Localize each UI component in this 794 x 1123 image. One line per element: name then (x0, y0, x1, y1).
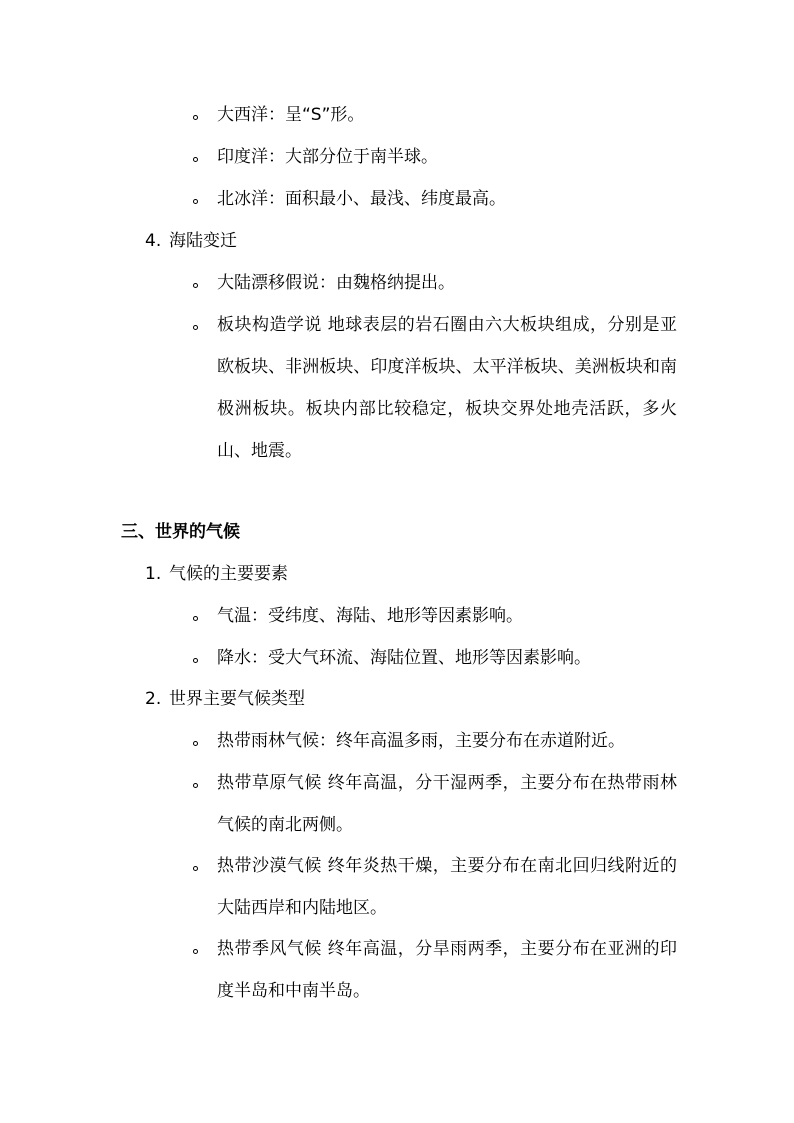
bullet-marker (193, 866, 198, 871)
list-item: 印度洋：大部分位于南半球。 (217, 147, 438, 167)
list-item: 北冰洋：面积最小、最浅、纬度最高。 (217, 189, 506, 209)
list-item: 热带沙漠气候 终年炎热干燥，主要分布在南北回归线附近的大陆西岸和内陆地区。 (217, 856, 677, 918)
bullet-marker (193, 115, 198, 120)
bullet-marker (193, 199, 198, 204)
list-item: 热带草原气候 终年高温，分干湿两季，主要分布在热带雨林气候的南北两侧。 (217, 773, 677, 835)
bullet-marker (193, 741, 198, 746)
bullet-marker (193, 283, 198, 288)
bullet-marker (193, 616, 198, 621)
list-number: 1. (145, 564, 162, 584)
list-title: 海陆变迁 (169, 231, 237, 251)
section-heading: 三、世界的气候 (121, 522, 240, 542)
bullet-marker (193, 325, 198, 330)
list-item: 大陆漂移假说：由魏格纳提出。 (217, 273, 455, 293)
list-item: 热带雨林气候：终年高温多雨，主要分布在赤道附近。 (217, 731, 625, 751)
bullet-marker (193, 949, 198, 954)
list-item: 气温：受纬度、海陆、地形等因素影响。 (217, 606, 523, 626)
list-title: 气候的主要要素 (169, 564, 288, 584)
bullet-marker (193, 783, 198, 788)
bullet-marker (193, 157, 198, 162)
list-item: 大西洋：呈“S”形。 (217, 105, 365, 125)
list-item: 降水：受大气环流、海陆位置、地形等因素影响。 (217, 648, 591, 668)
list-item: 板块构造学说 地球表层的岩石圈由六大板块组成，分别是亚欧板块、非洲板块、印度洋板块、太平洋板块、美洲板块和南极洲板块。板块内部比较稳定，板块交界处地壳活跃，多火山、地震。 (217, 315, 677, 461)
bullet-marker (193, 658, 198, 663)
list-title: 世界主要气候类型 (169, 689, 305, 709)
list-item: 热带季风气候 终年高温，分旱雨两季，主要分布在亚洲的印度半岛和中南半岛。 (217, 939, 677, 1001)
list-number: 4. (145, 231, 162, 251)
list-number: 2. (145, 689, 162, 709)
